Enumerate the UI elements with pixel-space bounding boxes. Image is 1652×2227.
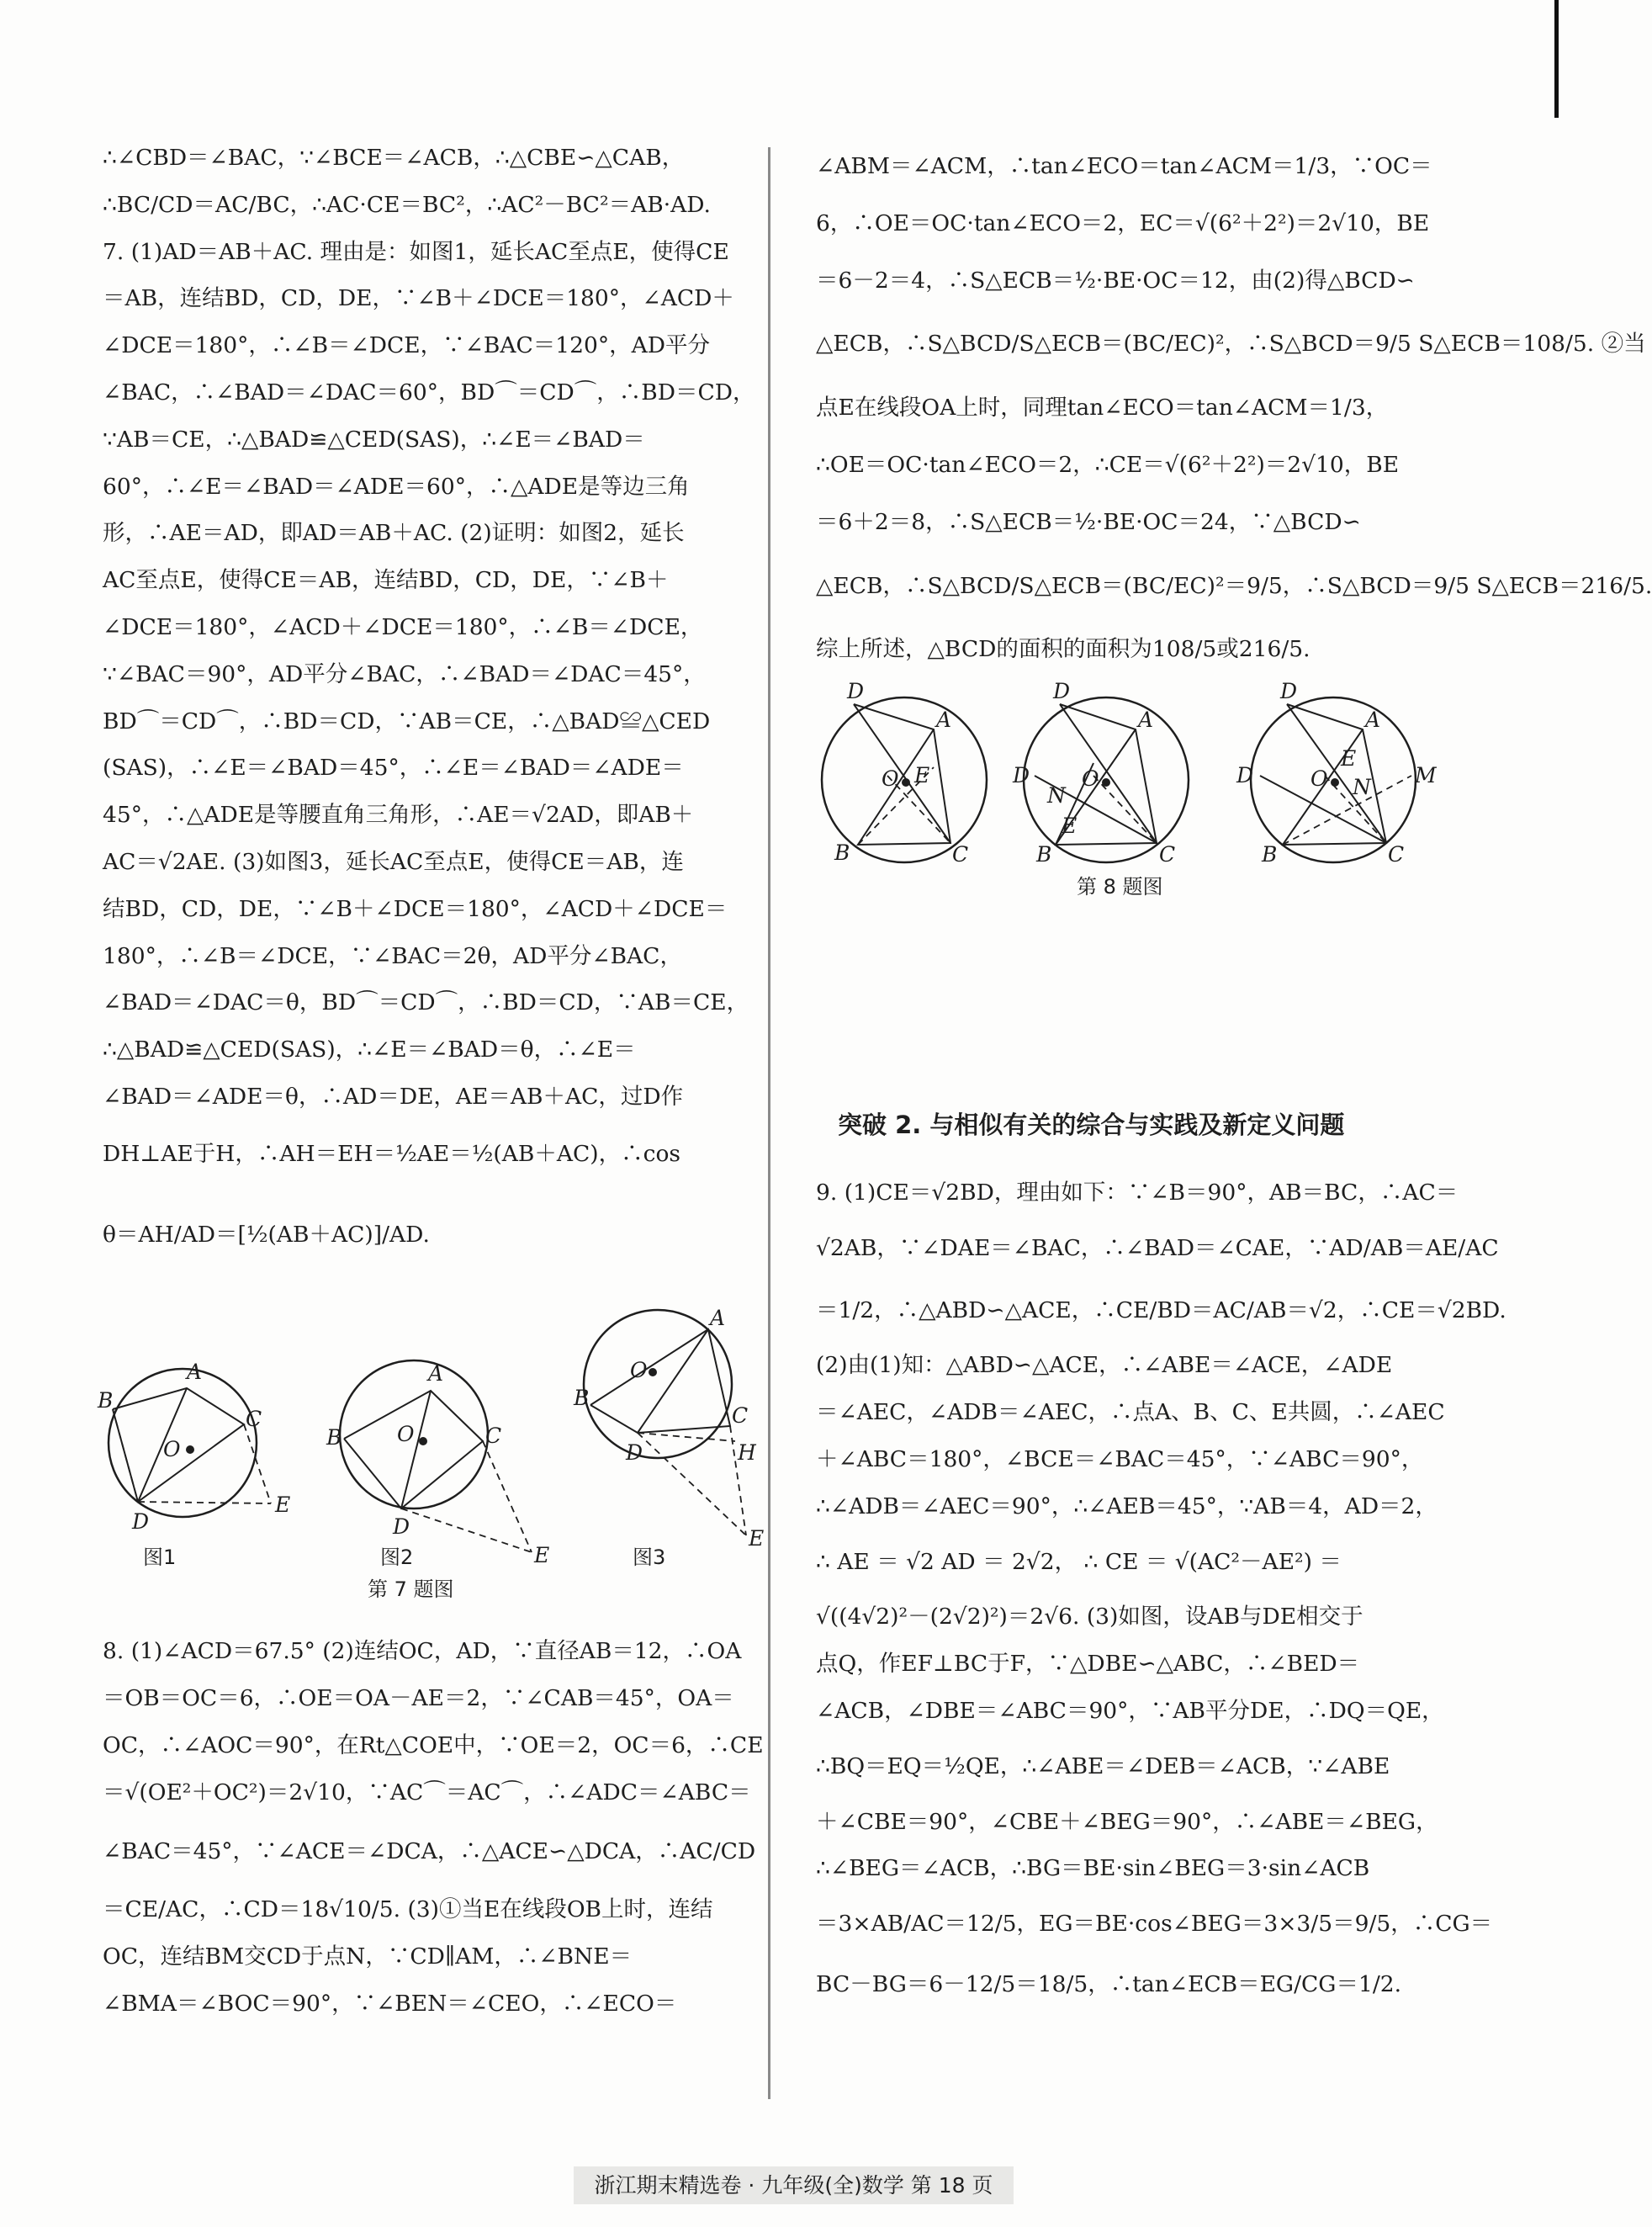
- text-line: 45°，∴△ADE是等腰直角三角形，∴AE＝√2AD，即AB＋: [103, 802, 694, 829]
- text-line: (2)由(1)知：△ABD∽△ACE，∴∠ABE＝∠ACE，∠ADE: [816, 1352, 1393, 1379]
- figure-7-caption: 第 7 题图: [368, 1577, 454, 1602]
- svg-text:E: E: [534, 1543, 550, 1568]
- svg-text:B: B: [574, 1386, 590, 1411]
- text-line: ∠BMA＝∠BOC＝90°，∵∠BEN＝∠CEO，∴∠ECO＝: [103, 1990, 677, 2017]
- text-line: ∴∠BEG＝∠ACB，∴BG＝BE·sin∠BEG＝3·sin∠ACB: [816, 1855, 1370, 1882]
- svg-text:E: E: [1341, 746, 1357, 771]
- text-line: ∴OE＝OC·tan∠ECO＝2，∴CE＝√(6²＋2²)＝2√10，BE: [816, 451, 1400, 478]
- svg-text:E: E: [275, 1493, 291, 1518]
- figure-7-sub2-label: 图2: [380, 1546, 414, 1570]
- text-line: ∵AB＝CE，∴△BAD≌△CED(SAS)，∴∠E＝∠BAD＝: [103, 426, 645, 453]
- text-line: ∠DCE＝180°，∠ACD＋∠DCE＝180°，∴∠B＝∠DCE，: [103, 613, 703, 640]
- svg-text:C: C: [485, 1424, 502, 1449]
- text-line: AC至点E，使得CE＝AB，连结BD，CD，DE，∵∠B＋: [103, 567, 669, 594]
- svg-text:E: E: [749, 1526, 765, 1551]
- text-line: ＝1/2，∴△ABD∽△ACE，∴CE/BD＝AC/AB＝√2，∴CE＝√2BD.: [816, 1296, 1506, 1323]
- text-line: ＝∠AEC，∠ADB＝∠AEC，∴点A、B、C、E共圆，∴∠AEC: [816, 1399, 1445, 1426]
- svg-text:A: A: [710, 1306, 726, 1331]
- figure-7-sub3-label: 图3: [633, 1546, 666, 1570]
- svg-text:C: C: [952, 842, 969, 867]
- figure-8-caption: 第 8 题图: [1077, 875, 1163, 899]
- text-line: 综上所述，△BCD的面积的面积为108/5或216/5.: [816, 636, 1310, 663]
- text-line: 点Q，作EF⊥BC于F，∵△DBE∽△ABC，∴∠BED＝: [816, 1651, 1360, 1678]
- text-line: BD⌒＝CD⌒，∴BD＝CD，∵AB＝CE，∴△BAD≌△CED: [103, 708, 711, 734]
- svg-text:D: D: [1280, 679, 1298, 704]
- svg-text:C: C: [1159, 842, 1176, 867]
- column-divider: [768, 147, 770, 2099]
- text-line: △ECB，∴S△BCD/S△ECB＝(BC/EC)²＝9/5，∴S△BCD＝9/5 S△ECB＝216/5.: [816, 572, 1652, 599]
- svg-text:M: M: [1415, 763, 1437, 788]
- svg-text:D: D: [626, 1440, 643, 1466]
- svg-text:A: A: [1138, 708, 1154, 733]
- text-line: ∠BAC＝45°，∵∠ACE＝∠DCA，∴△ACE∽△DCA，∴AC/CD: [103, 1837, 756, 1864]
- left-column: [98, 135, 767, 2028]
- text-line: AC＝√2AE. (3)如图3，延长AC至点E，使得CE＝AB，连: [103, 848, 684, 875]
- text-line: ∠ACB，∠DBE＝∠ABC＝90°，∵AB平分DE，∴DQ＝QE，: [816, 1697, 1444, 1724]
- svg-text:A: A: [936, 708, 952, 733]
- text-line: 6，∴OE＝OC·tan∠ECO＝2，EC＝√(6²＋2²)＝2√10，BE: [816, 209, 1430, 236]
- text-line: ∠BAD＝∠DAC＝θ，BD⌒＝CD⌒，∴BD＝CD，∵AB＝CE，: [103, 989, 749, 1016]
- svg-text:B: B: [98, 1388, 114, 1413]
- svg-text:E: E: [914, 763, 930, 788]
- svg-text:B: B: [326, 1425, 342, 1450]
- page-edge-bar: [1554, 0, 1559, 118]
- svg-text:D: D: [1013, 763, 1030, 788]
- svg-text:O: O: [1082, 766, 1099, 792]
- text-line: ∠DCE＝180°，∴∠B＝∠DCE，∵∠BAC＝120°，AD平分: [103, 332, 710, 359]
- figure-7: [98, 1291, 767, 1628]
- svg-text:A: A: [428, 1361, 444, 1387]
- figure-7-sub1-label: 图1: [143, 1546, 177, 1570]
- svg-text:H: H: [738, 1440, 756, 1466]
- text-line: 7. (1)AD＝AB＋AC. 理由是：如图1，延长AC至点E，使得CE: [103, 238, 729, 265]
- svg-text:C: C: [732, 1403, 749, 1429]
- svg-text:O: O: [882, 766, 899, 792]
- text-line: ∴ AE ＝ √2 AD ＝ 2√2， ∴ CE ＝ √(AC²－AE²) ＝: [816, 1548, 1342, 1575]
- text-line: ＝3×AB/AC＝12/5，EG＝BE·cos∠BEG＝3×3/5＝9/5，∴CG＝: [816, 1911, 1493, 1938]
- section-title: 突破 2. 与相似有关的综合与实践及新定义问题: [838, 1111, 1345, 1139]
- svg-text:B: B: [834, 840, 850, 866]
- svg-text:B: B: [1036, 842, 1052, 867]
- text-line: BC－BG＝6－12/5＝18/5，∴tan∠ECB＝EG/CG＝1/2.: [816, 1970, 1402, 1997]
- text-line: θ＝AH/AD＝[½(AB＋AC)]/AD.: [103, 1221, 430, 1248]
- text-line: △ECB，∴S△BCD/S△ECB＝(BC/EC)²，∴S△BCD＝9/5 S△ECB＝108/5. ②当: [816, 331, 1646, 358]
- svg-text:N: N: [1353, 775, 1371, 800]
- text-line: √2AB，∵∠DAE＝∠BAC，∴∠BAD＝∠CAE，∵AD/AB＝AE/AC: [816, 1234, 1499, 1261]
- right-column-lower: [816, 1169, 1506, 2008]
- text-line: 结BD，CD，DE，∵∠B＋∠DCE＝180°，∠ACD＋∠DCE＝: [103, 895, 728, 922]
- svg-text:D: D: [1053, 679, 1071, 704]
- text-line: OC，∴∠AOC＝90°，在Rt△COE中，∵OE＝2，OC＝6，∴CE: [103, 1731, 764, 1758]
- text-line: ∠BAC，∴∠BAD＝∠DAC＝60°，BD⌒＝CD⌒，∴BD＝CD，: [103, 379, 755, 406]
- svg-text:N: N: [1047, 783, 1066, 809]
- text-line: ∠BAD＝∠ADE＝θ，∴AD＝DE，AE＝AB＋AC，过D作: [103, 1083, 684, 1110]
- figure-8: [816, 679, 1480, 910]
- text-line: DH⊥AE于H，∴AH＝EH＝½AE＝½(AB＋AC)，∴cos: [103, 1140, 681, 1167]
- text-line: ∴△BAD≌△CED(SAS)，∴∠E＝∠BAD＝θ，∴∠E＝: [103, 1037, 636, 1063]
- text-line: ＝√(OE²＋OC²)＝2√10，∵AC⌒＝AC⌒，∴∠ADC＝∠ABC＝: [103, 1779, 751, 1805]
- svg-text:D: D: [847, 679, 865, 704]
- svg-text:C: C: [246, 1407, 262, 1432]
- text-line: ＝6＋2＝8，∴S△ECB＝½·BE·OC＝24，∵△BCD∽: [816, 508, 1361, 535]
- text-line: 形，∴AE＝AD，即AD＝AB＋AC. (2)证明：如图2，延长: [103, 520, 685, 547]
- text-line: √((4√2)²－(2√2)²)＝2√6. (3)如图，设AB与DE相交于: [816, 1604, 1363, 1630]
- svg-text:D: D: [1236, 763, 1254, 788]
- text-line: 60°，∴∠E＝∠BAD＝∠ADE＝60°，∴△ADE是等边三角: [103, 473, 690, 500]
- svg-text:O: O: [397, 1422, 415, 1447]
- text-line: 点E在线段OA上时，同理tan∠ECO＝tan∠ACM＝1/3，: [816, 395, 1389, 422]
- svg-text:A: A: [187, 1360, 203, 1385]
- text-line: ＝CE/AC，∴CD＝18√10/5. (3)①当E在线段OB上时，连结: [103, 1896, 713, 1923]
- text-line: ＋∠CBE＝90°，∠CBE＋∠BEG＝90°，∴∠ABE＝∠BEG，: [816, 1808, 1438, 1835]
- svg-text:D: D: [132, 1509, 150, 1535]
- svg-text:O: O: [163, 1437, 181, 1462]
- text-line: OC，连结BM交CD于点N，∵CD∥AM，∴∠BNE＝: [103, 1943, 633, 1970]
- svg-text:O: O: [1310, 766, 1328, 792]
- text-line: ∴BQ＝EQ＝½QE，∴∠ABE＝∠DEB＝∠ACB，∵∠ABE: [816, 1752, 1390, 1779]
- text-line: ＝OB＝OC＝6，∴OE＝OA－AE＝2，∵∠CAB＝45°，OA＝: [103, 1685, 734, 1712]
- svg-text:B: B: [1262, 842, 1278, 867]
- svg-text:C: C: [1388, 842, 1405, 867]
- text-line: ＝AB，连结BD，CD，DE，∵∠B＋∠DCE＝180°，∠ACD＋: [103, 285, 734, 312]
- svg-text:D: D: [393, 1514, 410, 1540]
- text-line: ∴∠CBD＝∠BAC，∵∠BCE＝∠ACB，∴△CBE∽△CAB，: [103, 145, 685, 171]
- right-column: [816, 135, 1652, 910]
- text-line: ∴BC/CD＝AC/BC，∴AC·CE＝BC²，∴AC²－BC²＝AB·AD.: [103, 191, 711, 218]
- text-line: 9. (1)CE＝√2BD，理由如下：∵∠B＝90°，AB＝BC，∴AC＝: [816, 1180, 1459, 1206]
- svg-text:O: O: [630, 1358, 648, 1383]
- text-line: (SAS)，∴∠E＝∠BAD＝45°，∴∠E＝∠BAD＝∠ADE＝: [103, 755, 684, 782]
- footer-label: 浙江期末精选卷 · 九年级(全)数学 第 18 页: [574, 2166, 1013, 2204]
- text-line: ＋∠ABC＝180°，∠BCE＝∠BAC＝45°，∵∠ABC＝90°，: [816, 1445, 1424, 1472]
- svg-text:E: E: [1062, 814, 1078, 839]
- text-line: ∵∠BAC＝90°，AD平分∠BAC，∴∠BAD＝∠DAC＝45°，: [103, 660, 706, 687]
- text-line: ∠ABM＝∠ACM，∴tan∠ECO＝tan∠ACM＝1/3，∵OC＝: [816, 153, 1432, 179]
- svg-text:A: A: [1365, 708, 1381, 733]
- text-line: ∴∠ADB＝∠AEC＝90°，∴∠AEB＝45°，∵AB＝4，AD＝2，: [816, 1493, 1438, 1519]
- text-line: 8. (1)∠ACD＝67.5° (2)连结OC，AD，∵直径AB＝12，∴OA: [103, 1638, 742, 1665]
- text-line: 180°，∴∠B＝∠DCE，∵∠BAC＝2θ，AD平分∠BAC，: [103, 942, 682, 969]
- text-line: ＝6－2＝4，∴S△ECB＝½·BE·OC＝12，由(2)得△BCD∽: [816, 267, 1415, 294]
- page-footer: [0, 2169, 1587, 2199]
